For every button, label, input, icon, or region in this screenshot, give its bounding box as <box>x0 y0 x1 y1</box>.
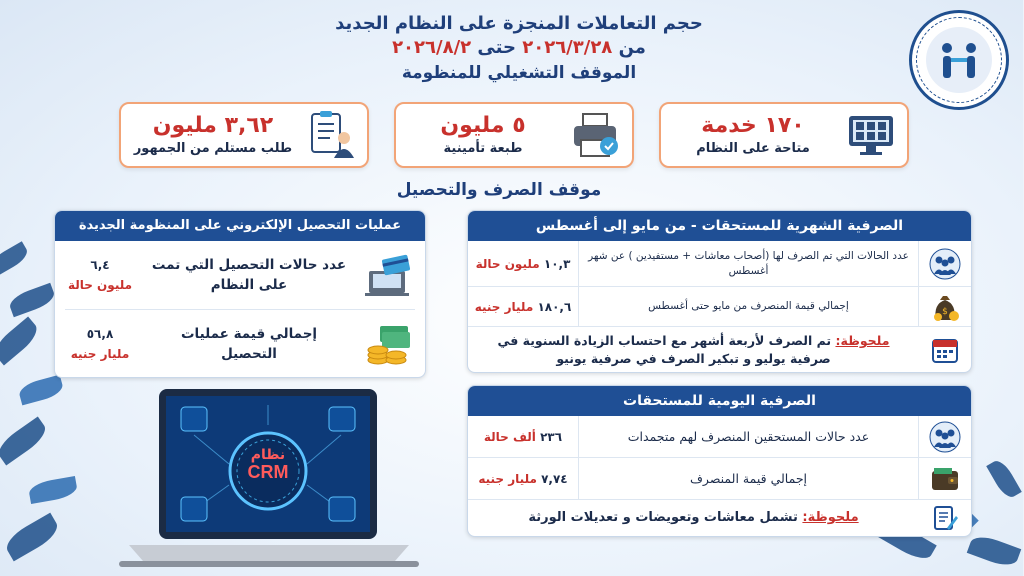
card-services <box>660 102 910 168</box>
services-label: متاحة على النظام <box>697 141 811 156</box>
money-bag-icon <box>920 292 972 322</box>
monthly-disbursement-panel <box>468 210 973 373</box>
collection-cases-label: عدد حالات التحصيل التي تمت على النظام <box>152 257 348 293</box>
prints-label: طبعة تأمينية <box>444 141 524 156</box>
coins-icon <box>354 322 426 366</box>
document-pen-icon <box>920 504 972 532</box>
collection-title: عمليات التحصيل الإلكتروني على المنظومة الجديدة <box>56 211 426 241</box>
date-from: ٢٠٢٦/٣/٢٨ <box>523 37 614 58</box>
page-title <box>250 12 790 86</box>
grid-monitor-icon <box>846 111 898 159</box>
table-row <box>469 458 972 500</box>
monthly-title: الصرفية الشهرية للمستحقات - من مايو إلى أغسطس <box>469 211 972 241</box>
title-line1: حجم التعاملات المنجزة على النظام الجديد <box>336 13 704 34</box>
title-from: من <box>619 37 647 58</box>
prints-count: ٥ مليون <box>441 113 527 138</box>
clipboard-person-icon <box>306 111 358 159</box>
printer-icon <box>571 111 623 159</box>
collection-total-value: ٥٦,٨ مليار جنيه <box>71 327 131 361</box>
title-until: حتى <box>478 37 517 58</box>
collection-panel <box>55 210 427 378</box>
calendar-icon <box>920 335 972 365</box>
people-icon <box>920 248 972 280</box>
collection-cases-value: ٦,٤ مليون حالة <box>68 258 134 292</box>
monthly-total-value: ١٨٠,٦ مليار جنيه <box>475 299 573 314</box>
table-row <box>56 241 426 309</box>
monthly-note: ملحوظة: تم الصرف لأربعة أشهر مع احتساب الزيادة السنوية في صرفية يوليو و تبكير الصرف في صرفية يونيو <box>498 333 891 366</box>
card-prints <box>395 102 635 168</box>
card-requests <box>120 102 370 168</box>
daily-total-label: إجمالي قيمة المنصرف <box>579 458 920 499</box>
daily-title: الصرفية اليومية للمستحقات <box>469 386 972 416</box>
daily-disbursement-panel <box>468 385 973 537</box>
table-row <box>469 241 972 287</box>
requests-count: ٣,٦٢ مليون <box>153 113 275 138</box>
daily-note-row <box>469 500 972 536</box>
svg-text:$: $ <box>943 306 949 317</box>
wallet-icon <box>920 465 972 493</box>
monthly-total-label: إجمالي قيمة المنصرف من مايو حتى أغسطس <box>579 287 920 326</box>
people-icon <box>920 421 972 453</box>
monthly-note-row <box>469 327 972 373</box>
monthly-cases-label: عدد الحالات التي تم الصرف لها (أصحاب معاشات + مستفيدين ) عن شهر أغسطس <box>579 241 920 286</box>
crm-laptop-illustration <box>120 385 420 575</box>
daily-total-value: ٧,٧٤ مليار جنيه <box>479 471 569 486</box>
collection-total-label: إجمالي قيمة عمليات التحصيل <box>181 326 319 362</box>
table-row <box>469 416 972 458</box>
title-line2 <box>250 36 790 60</box>
table-row <box>56 310 426 378</box>
daily-note: ملحوظة: تشمل معاشات وتعويضات و تعديلات الورثة <box>529 510 860 525</box>
crm-label: نظام CRM <box>248 447 290 482</box>
daily-cases-label: عدد حالات المستحقين المنصرف لهم متجمدات <box>579 416 920 457</box>
organization-logo <box>910 10 1010 110</box>
daily-cases-value: ٢٣٦ ألف حالة <box>484 429 564 444</box>
date-to: ٢٠٢٦/٨/٢ <box>393 37 473 58</box>
monthly-cases-value: ١٠,٣ مليون حالة <box>476 256 572 271</box>
title-line3: الموقف التشغيلي للمنظومة <box>402 63 638 83</box>
section-title: موقف الصرف والتحصيل <box>397 180 603 200</box>
table-row <box>469 287 972 327</box>
services-count: ١٧٠ خدمة <box>702 113 806 138</box>
card-payment-icon <box>354 253 426 297</box>
requests-label: طلب مستلم من الجمهور <box>134 141 294 156</box>
